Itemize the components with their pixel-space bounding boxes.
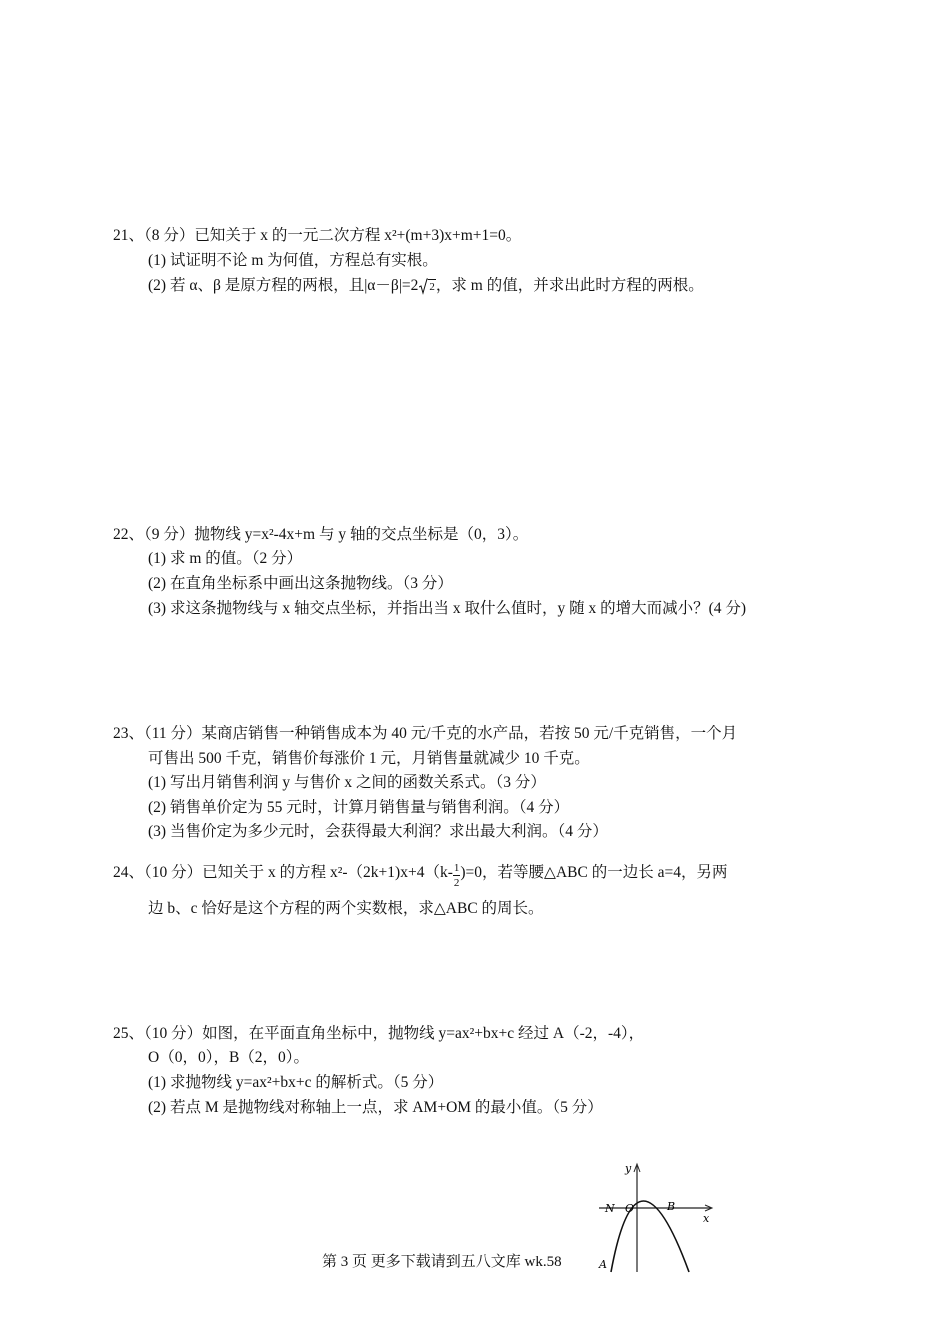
label-a: A (599, 1258, 607, 1271)
fraction-numerator: 1 (453, 862, 460, 874)
page-footer: 第 3 页 更多下载请到五八文库 wk.58 (322, 1254, 562, 1270)
q21-part1: (1) 试证明不论 m 为何值，方程总有实根。 (148, 252, 438, 269)
q21-stem: 21、（8 分）已知关于 x 的一元二次方程 x²+(m+3)x+m+1=0。 (113, 227, 522, 244)
q24-stem-line1 (113, 859, 727, 888)
q22-part1: (1) 求 m 的值。（2 分） (148, 550, 303, 567)
q24-stem-line2: 边 b、c 恰好是这个方程的两个实数根，求△ABC 的周长。 (148, 900, 544, 917)
label-b: B (667, 1200, 676, 1213)
sqrt-symbol (419, 275, 436, 296)
q25-stem: 25、（10 分）如图，在平面直角坐标中，抛物线 y=ax²+bx+c 经过 A（-2，-4）， (113, 1025, 645, 1042)
q25-part1: (1) 求抛物线 y=ax²+bx+c 的解析式。（5 分） (148, 1074, 444, 1091)
sqrt-argument: 2 (429, 281, 435, 293)
q23-stem-line1: 23、（11 分）某商店销售一种销售成本为 40 元/千克的水产品，若按 50 元/千克销售，一个月 (113, 725, 738, 742)
q23-stem-line2: 可售出 500 千克，销售价每涨价 1 元，月销售量就减少 10 千克。 (148, 750, 590, 767)
q25-part2: (2) 若点 M 是抛物线对称轴上一点，求 AM+OM 的最小值。（5 分） (148, 1099, 603, 1116)
q25-stem-line2: O（0，0），B（2，0）。 (148, 1049, 310, 1066)
label-x: x (703, 1212, 710, 1225)
parabola-curve (611, 1201, 689, 1272)
label-n: N (605, 1202, 615, 1215)
q23-part2: (2) 销售单价定为 55 元时，计算月销售量与销售利润。（4 分） (148, 799, 570, 816)
q22-stem: 22、（9 分）抛物线 y=x²-4x+m 与 y 轴的交点坐标是（0，3）。 (113, 526, 529, 543)
parabola-figure (585, 1160, 720, 1280)
q21-part2 (148, 275, 704, 296)
label-y: y (625, 1162, 632, 1175)
q21-part2-before: (2) 若 α、β 是原方程的两根，且|α－β|=2 (148, 277, 419, 294)
fraction-denominator: 2 (453, 877, 460, 889)
q22-part2: (2) 在直角坐标系中画出这条抛物线。（3 分） (148, 575, 453, 592)
q23-part1: (1) 写出月销售利润 y 与售价 x 之间的函数关系式。（3 分） (148, 774, 546, 791)
q21-part2-after: ，求 m 的值，并求出此时方程的两根。 (435, 277, 704, 294)
q24-before: 24、（10 分）已知关于 x 的方程 x²-（2k+1)x+4（k- (113, 864, 453, 882)
q24-after: )=0，若等腰△ABC 的一边长 a=4，另两 (460, 864, 728, 882)
q22-part3: (3) 求这条抛物线与 x 轴交点坐标，并指出当 x 取什么值时，y 随 x 的增大而减小？(4 分) (148, 600, 747, 617)
label-o: O (625, 1202, 635, 1215)
q23-part3: (3) 当售价定为多少元时，会获得最大利润？求出最大利润。（4 分） (148, 823, 608, 840)
fraction-one-half (453, 861, 461, 890)
